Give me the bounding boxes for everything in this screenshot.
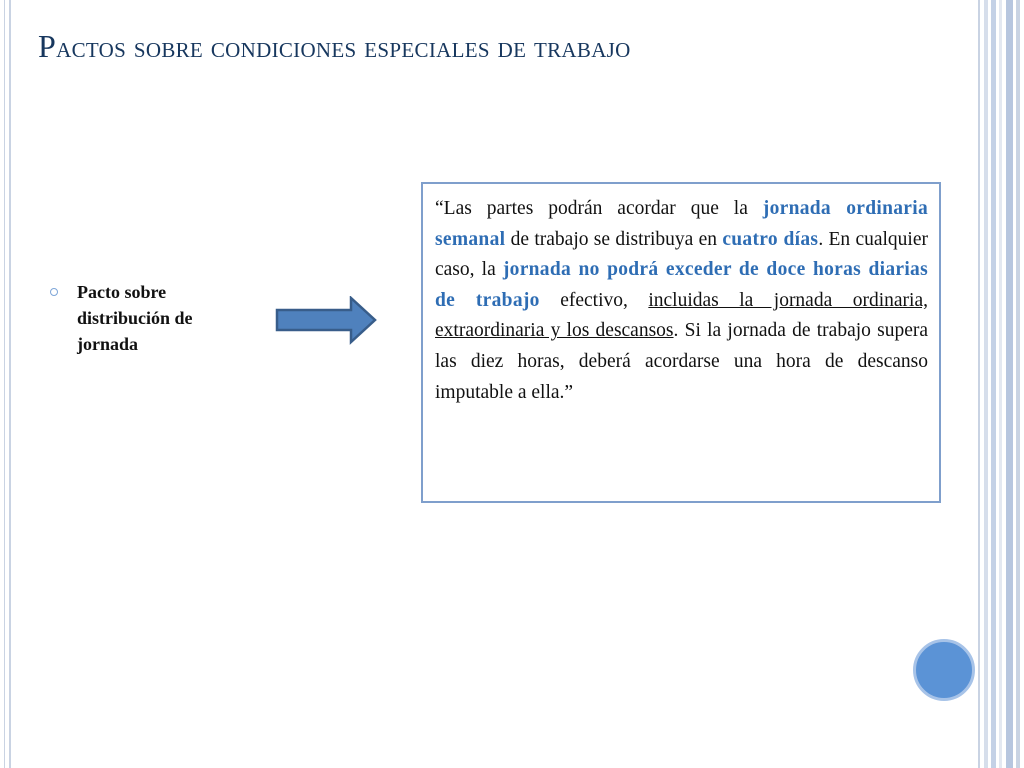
right-stripe [978, 0, 980, 768]
blue-circle-decoration [913, 639, 975, 701]
right-stripe [1006, 0, 1013, 768]
highlight-text: jornada no podrá exceder de doce horas diarias de trabajo [435, 259, 928, 311]
right-stripe [999, 0, 1002, 768]
hollow-circle-bullet-icon [50, 288, 58, 296]
underlined-text: incluidas la jornada ordinaria, extraordinaria y los descansos [435, 289, 928, 342]
right-stripe [991, 0, 996, 768]
quote-box [421, 182, 941, 503]
bullet-text: Pacto sobre distribución de jornada [77, 282, 193, 354]
slide-title: Pactos sobre condiciones especiales de trabajo [38, 28, 631, 64]
right-stripe [984, 0, 988, 768]
quote-text: “Las partes podrán acordar que la jornada ordinaria semanal de trabajo se distribuya en cuatro días. En cualquier caso, la jornada no podrá exceder de doce horas diarias de trabajo efectivo, incluidas la jornada ordinaria, extraordinaria y los descansos. Si la jornada de trabajo supera las diez horas, deberá acordarse una hora de descanso imputable a ella.” [435, 198, 929, 403]
highlight-text: cuatro días [722, 228, 819, 250]
left-frame-line [4, 0, 5, 768]
left-frame-line-inner [9, 0, 11, 768]
right-stripe [1016, 0, 1020, 768]
right-arrow-icon [275, 296, 379, 348]
highlight-text: jornada ordinaria semanal [435, 198, 929, 250]
